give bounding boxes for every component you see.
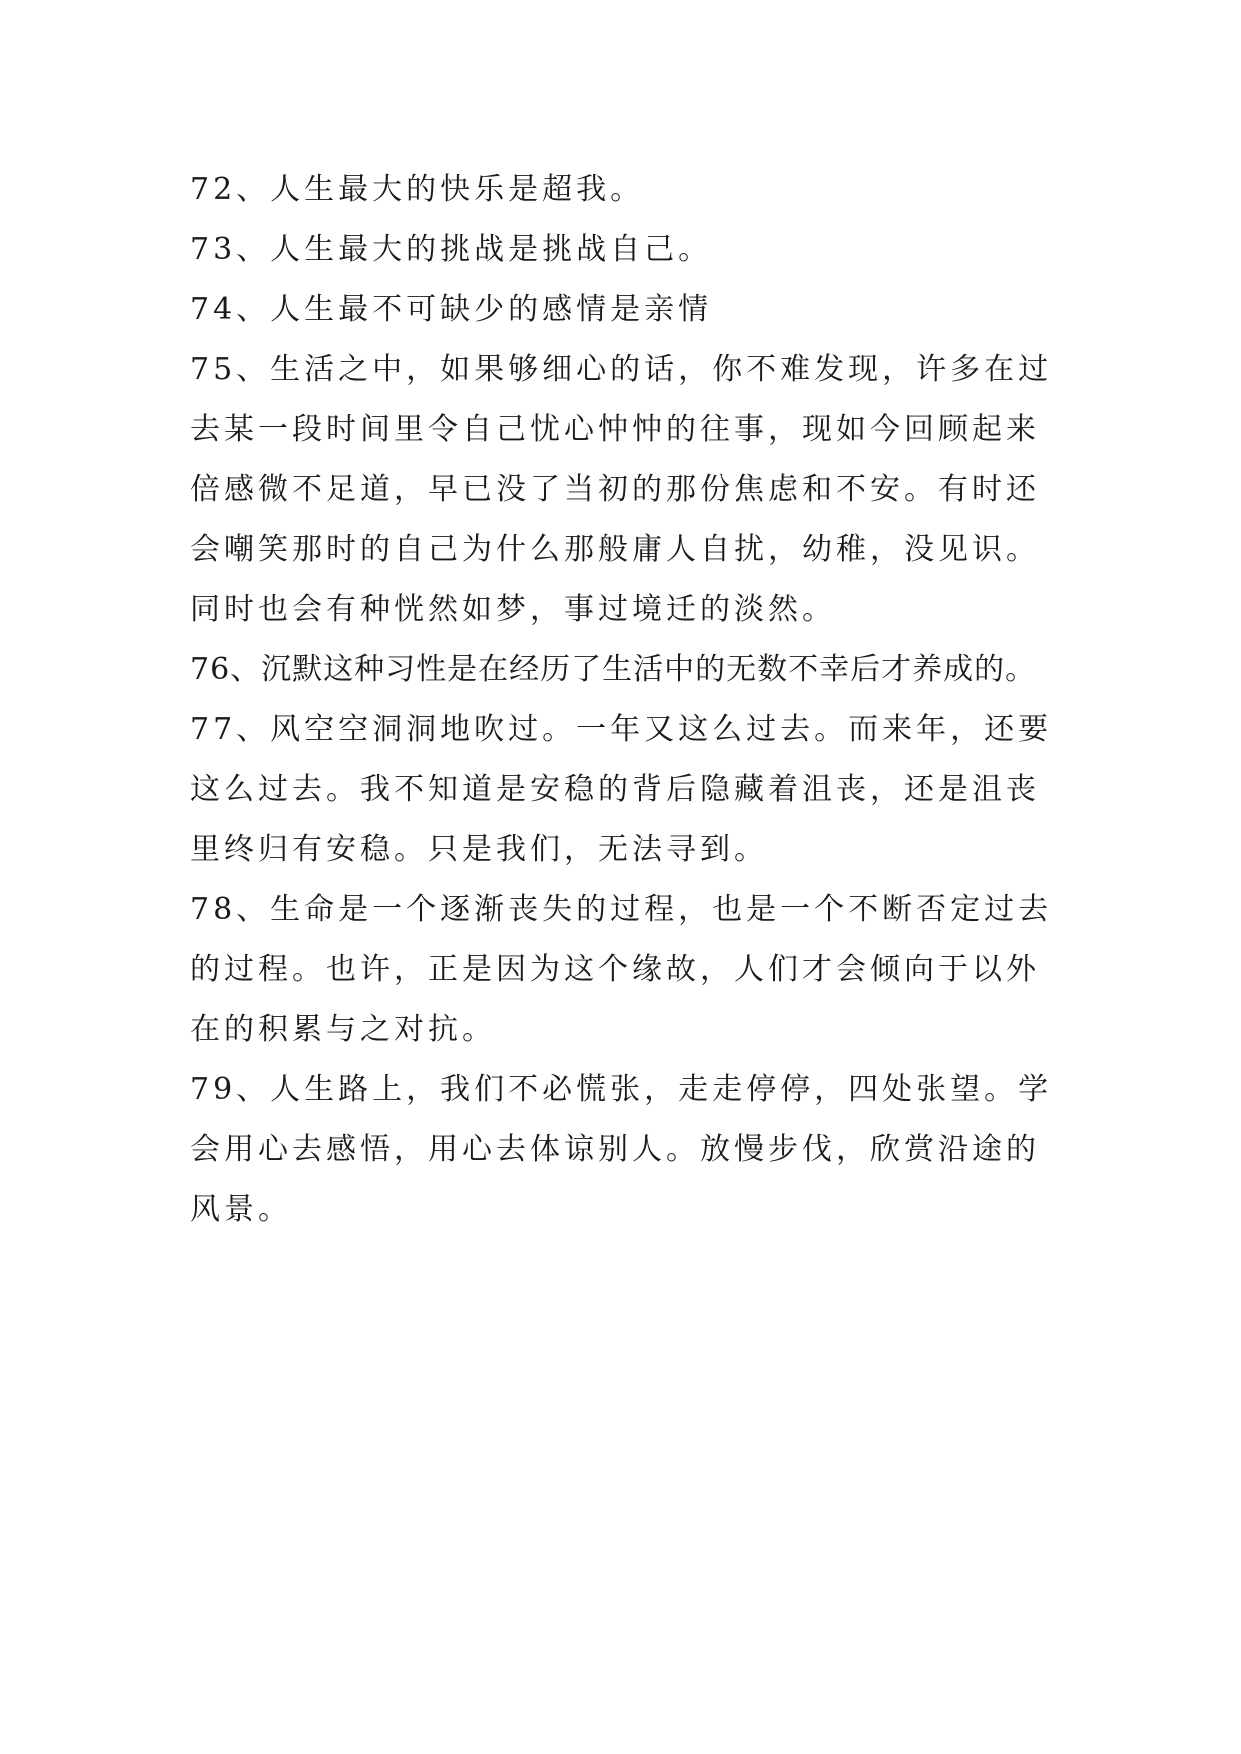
paragraph-79: 79、人生路上，我们不必慌张，走走停停，四处张望。学会用心去感悟，用心去体谅别人。放慢步伐，欣赏沿途的风景。 xyxy=(190,1072,1053,1227)
paragraph-72: 72、人生最大的快乐是超我。 xyxy=(190,172,645,207)
paragraph-76: 76、沉默这种习性是在经历了生活中的无数不幸后才养成的。 xyxy=(190,652,1037,687)
paragraph-75: 75、生活之中，如果够细心的话，你不难发现，许多在过去某一段时间里令自己忧心忡忡的往事，现如今回顾起来倍感微不足道，早已没了当初的那份焦虑和不安。有时还会嘲笑那时的自己为什么那般庸人自扰，幼稚，没见识。同时也会有种恍然如梦，事过境迁的淡然。 xyxy=(190,352,1053,627)
paragraph-74: 74、人生最不可缺少的感情是亲情 xyxy=(190,292,713,327)
document-body xyxy=(190,160,1070,1240)
paragraph-73: 73、人生最大的挑战是挑战自己。 xyxy=(190,232,713,267)
paragraph-78: 78、生命是一个逐渐丧失的过程，也是一个不断否定过去的过程。也许，正是因为这个缘故，人们才会倾向于以外在的积累与之对抗。 xyxy=(190,892,1053,1047)
paragraph-77: 77、风空空洞洞地吹过。一年又这么过去。而来年，还要这么过去。我不知道是安稳的背后隐藏着沮丧，还是沮丧里终归有安稳。只是我们，无法寻到。 xyxy=(190,712,1053,867)
